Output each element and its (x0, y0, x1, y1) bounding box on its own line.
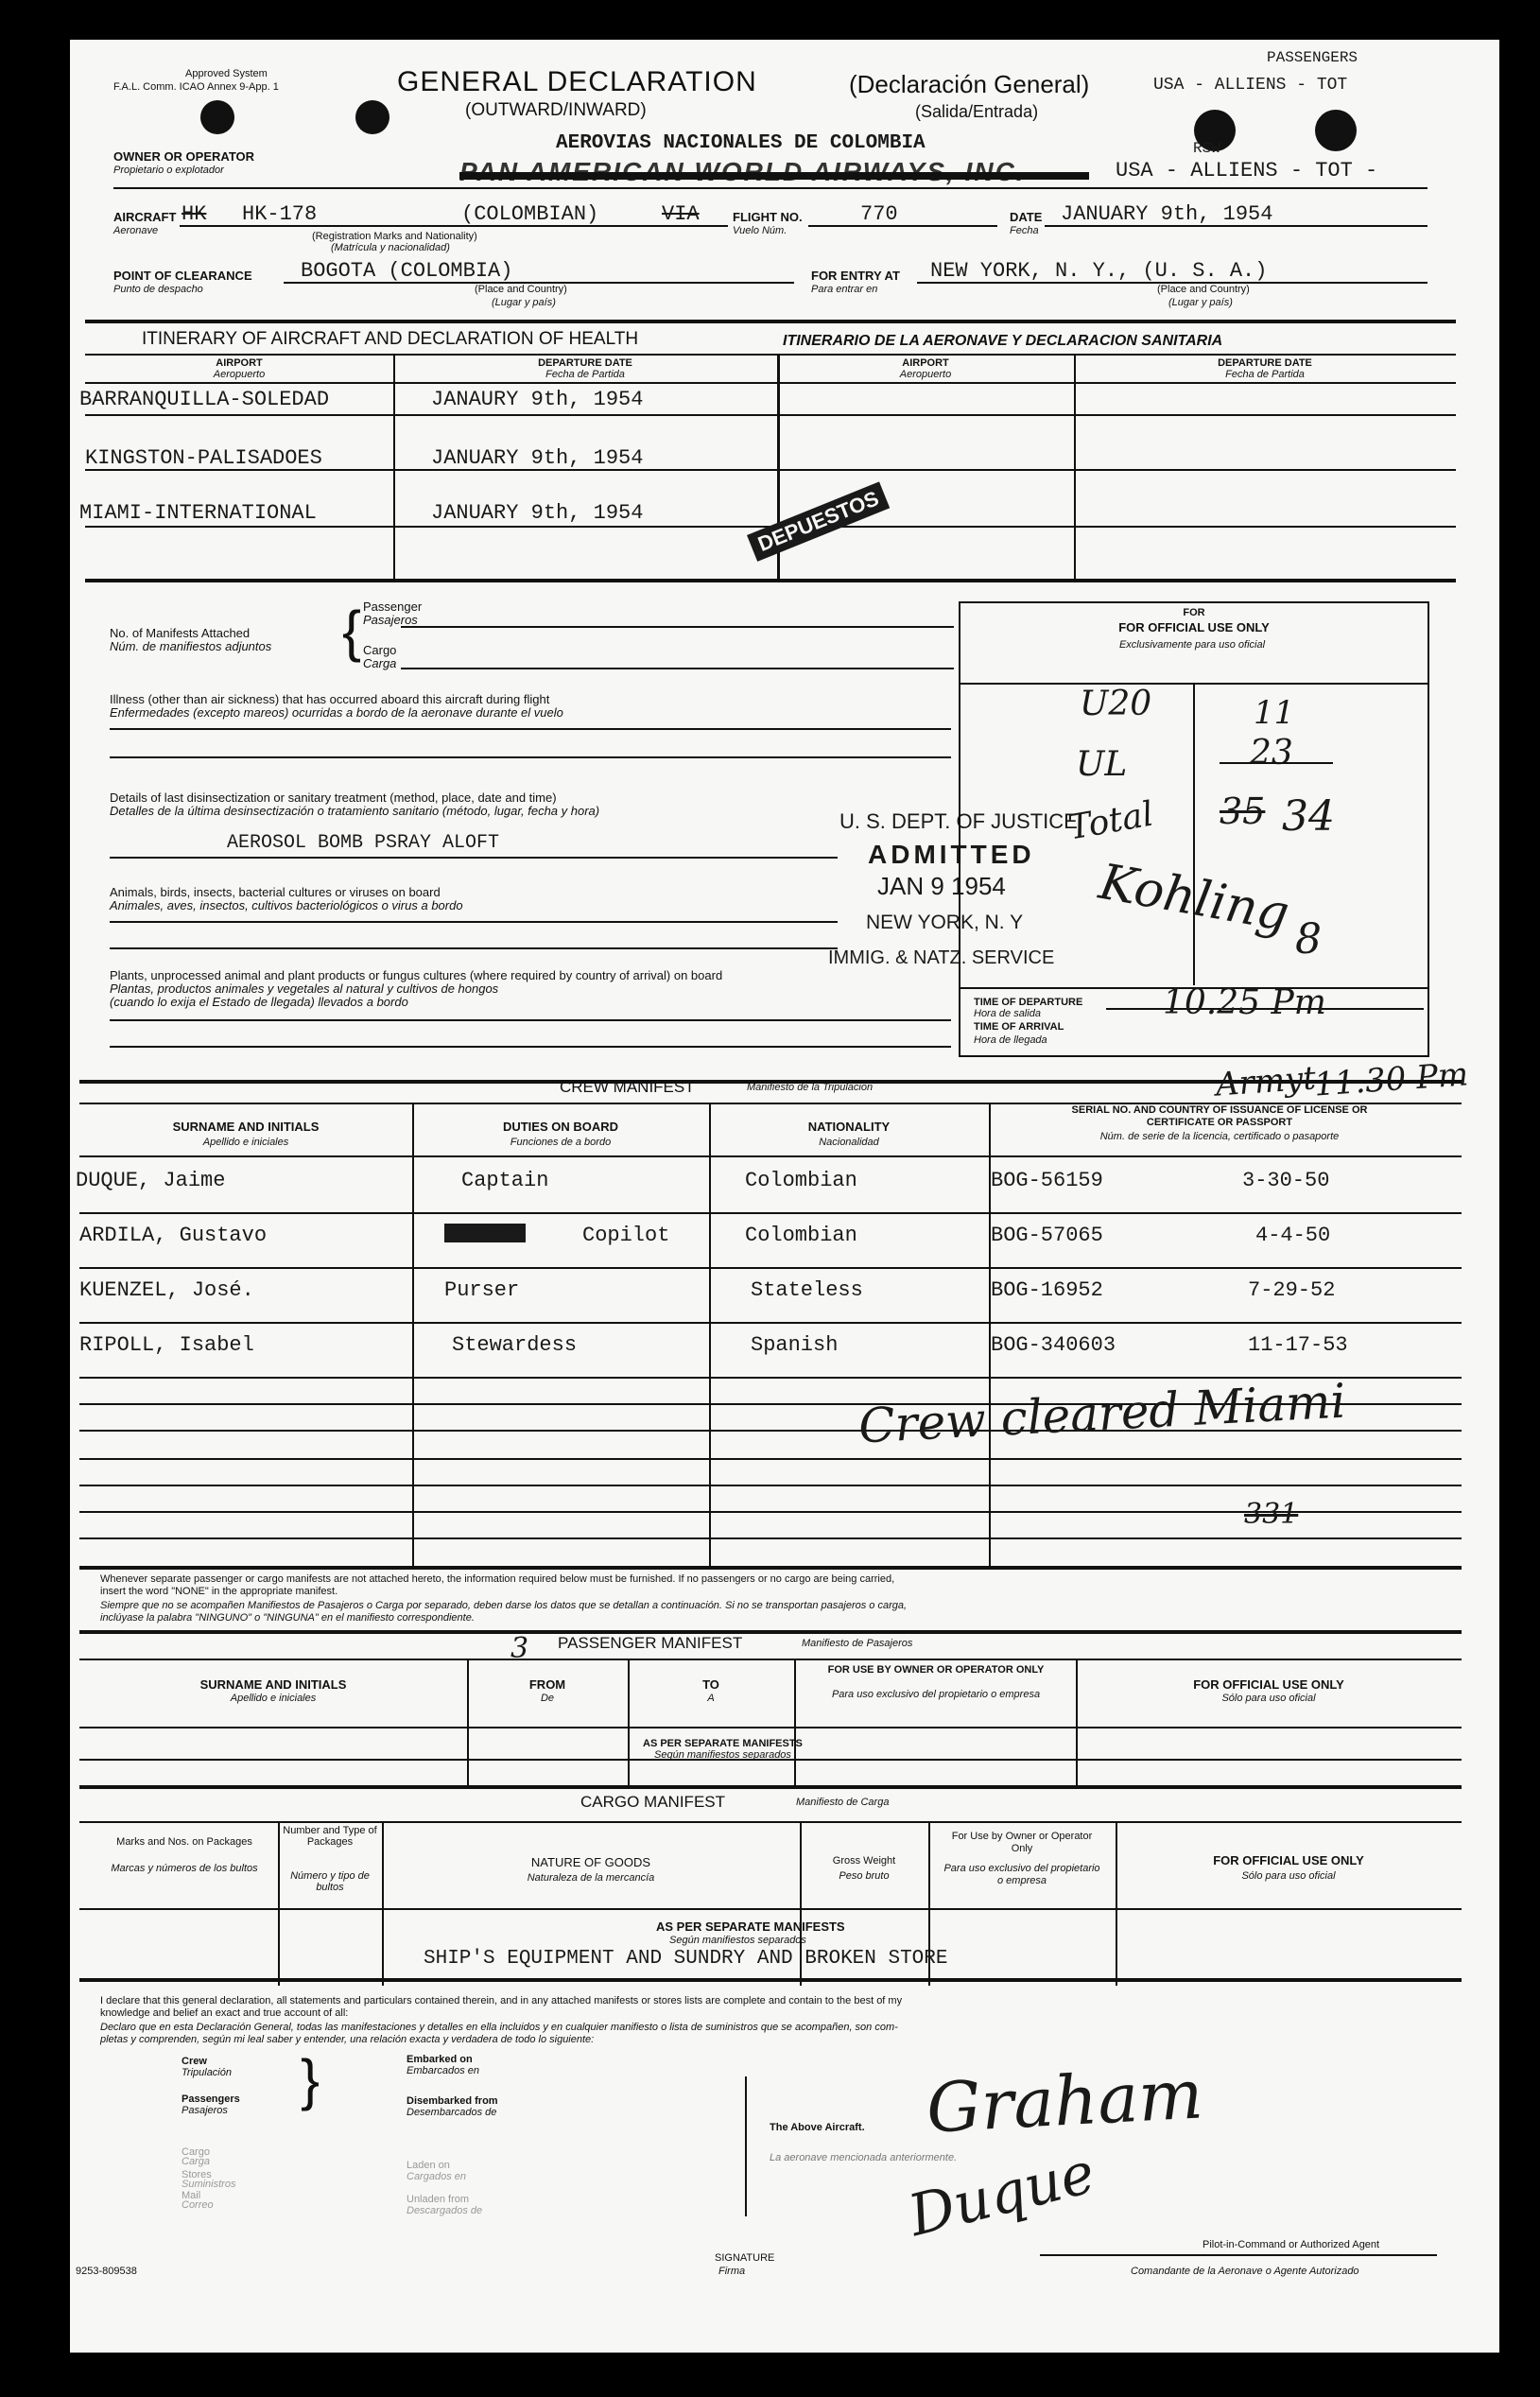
entry-caption: (Place and Country) (1157, 284, 1250, 295)
cargo-col-number-es: Número y tipo de bultos (290, 1870, 370, 1893)
aircraft-registration: HK-178 (242, 202, 318, 226)
hw-u20: U20 (1080, 685, 1152, 723)
itinerary-airport: KINGSTON-PALISADOES (85, 446, 322, 470)
flight-date: JANUARY 9th, 1954 (1061, 202, 1273, 226)
crew-nationality: Colombian (745, 1169, 857, 1192)
cargo-separate: AS PER SEPARATE MANIFESTS (656, 1919, 845, 1934)
cargo-title-es: Manifiesto de Carga (796, 1797, 890, 1808)
clearance-value: BOGOTA (COLOMBIA) (301, 259, 513, 283)
fal-reference: F.A.L. Comm. ICAO Annex 9-App. 1 (113, 81, 279, 93)
crew-serial: BOG-16952 (991, 1278, 1103, 1302)
cargo-col-owner: For Use by Owner or Operator Only (951, 1831, 1093, 1854)
topright-tag: PASSENGERS (1267, 49, 1358, 66)
pax-separate-es: Según manifiestos separados (654, 1749, 791, 1761)
decl-passengers-es: Pasajeros (182, 2105, 228, 2116)
pax-col-to-es: A (707, 1693, 715, 1704)
cargo-col-number: Number and Type of Packages (283, 1825, 377, 1848)
hw-ul: UL (1076, 745, 1128, 784)
struck-duty: XXXXXXXX (444, 1224, 527, 1242)
crew-title-es: Manifiesto de la Tripulacion (747, 1082, 874, 1093)
disinsect-value: AEROSOL BOMB PSRAY ALOFT (227, 832, 500, 854)
cargo-col-weight: Gross Weight (832, 1855, 896, 1867)
flight-label-es: Vuelo Núm. (733, 225, 787, 236)
decl-embarked: Embarked on (407, 2054, 473, 2065)
animals-label-es: Animales, aves, insectos, cultivos bacteriológicos o virus a bordo (110, 898, 463, 912)
official-label: FOR OFFICIAL USE ONLY (1118, 620, 1270, 634)
cargo-col-nature-es: Naturaleza de la mercancía (527, 1872, 655, 1884)
date-label-es: Fecha (1010, 225, 1039, 236)
col-airport: AIRPORT (216, 357, 263, 369)
crew-nationality: Stateless (751, 1278, 863, 1302)
owner-label-es: Propietario o explotador (113, 165, 224, 176)
flight-label: FLIGHT NO. (733, 210, 803, 224)
copilot-signature: Duque (902, 2139, 1101, 2250)
crew-nationality: Colombian (745, 1224, 857, 1247)
decl-disembarked-es: Desembarcados de (407, 2107, 497, 2118)
entry-label: FOR ENTRY AT (811, 269, 900, 283)
pax-col-official: FOR OFFICIAL USE ONLY (1193, 1677, 1344, 1692)
form-number: 9253-809538 (76, 2266, 137, 2277)
stamp-admitted: ADMITTED (868, 840, 1035, 869)
cargo-title: CARGO MANIFEST (580, 1793, 726, 1811)
clearance-label: POINT OF CLEARANCE (113, 269, 252, 283)
pax-col-owner: FOR USE BY OWNER OR OPERATOR ONLY (827, 1664, 1045, 1676)
hw-34: 34 (1282, 792, 1335, 841)
crew-col-serial: SERIAL NO. AND COUNTRY OF ISSUANCE OF LICENSE OR CERTIFICATE OR PASSPORT (1071, 1104, 1368, 1128)
pax-col-from: FROM (528, 1677, 566, 1692)
notice-es: Siempre que no se acompañen Manifiestos de Pasajeros o Carga por separado, deben darse los datos que se detallan a continuación. Si no se transportan pasajeros o carga, (100, 1600, 908, 1611)
col-departure-es: Fecha de Partida (545, 369, 625, 380)
itinerary-title: ITINERARY OF AIRCRAFT AND DECLARATION OF HEALTH (142, 329, 639, 349)
captain-signature: Graham (925, 2054, 1205, 2148)
crew-serial: BOG-56159 (991, 1169, 1103, 1192)
entry-caption-es: (Lugar y país) (1168, 297, 1233, 308)
clearance-caption-es: (Lugar y país) (492, 297, 556, 308)
clearance-label-es: Punto de despacho (113, 284, 203, 295)
plants-label: Plants, unprocessed animal and plant products or fungus cultures (where required by country of arrival) on board (110, 968, 723, 982)
aircraft-prefix: HK (182, 202, 207, 226)
crew-col-nationality: NATIONALITY (807, 1120, 891, 1134)
crew-nationality: Spanish (751, 1333, 839, 1357)
stamp-dept: U. S. DEPT. OF JUSTICE (839, 809, 1078, 833)
punch-hole (355, 100, 389, 134)
col-airport-2-es: Aeropuerto (899, 369, 952, 380)
struck-airline: PAN AMERICAN WORLD AIRWAYS, INC. (459, 157, 1026, 186)
topright-rsw: RSW (1193, 140, 1220, 157)
crew-date: 3-30-50 (1242, 1169, 1330, 1192)
decl-crew-es: Tripulación (182, 2067, 232, 2078)
pilot-label: Pilot-in-Command or Authorized Agent (1203, 2239, 1380, 2250)
disinsect-label-es: Detalles de la última desinsectización o tratamiento sanitario (método, lugar, fecha y hora) (110, 804, 600, 818)
crew-col-duties-es: Funciones de a bordo (510, 1137, 612, 1148)
owner-label: OWNER OR OPERATOR (113, 149, 255, 164)
reg-caption-es: (Matrícula y nacionalidad) (331, 242, 450, 253)
crew-name: ARDILA, Gustavo (79, 1224, 268, 1247)
signature-label-es: Firma (718, 2266, 746, 2277)
arrival-time-note: Armyt (1214, 1059, 1318, 1104)
pax-col-owner-es: Para uso exclusivo del propietario o empresa (831, 1689, 1041, 1700)
decl-above-es: La aeronave mencionada anteriormente. (770, 2152, 958, 2163)
decl-embarked-es: Embarcados en (407, 2065, 480, 2076)
manifests-label-es: Núm. de manifiestos adjuntos (110, 639, 272, 653)
punch-hole (1315, 110, 1357, 151)
crew-date: 4-4-50 (1255, 1224, 1331, 1247)
aircraft-label: AIRCRAFT (113, 210, 177, 224)
flight-number: 770 (860, 202, 898, 226)
hw-11: 11 (1254, 694, 1295, 732)
crew-date: 7-29-52 (1248, 1278, 1336, 1302)
col-airport-es: Aeropuerto (213, 369, 266, 380)
crew-col-serial-es: Núm. de serie de la licencia, certificado o pasaporte (1099, 1131, 1340, 1142)
itinerary-airport: BARRANQUILLA-SOLEDAD (79, 388, 330, 411)
crew-duty: Copilot (582, 1224, 670, 1247)
crew-col-nationality-es: Nacionalidad (819, 1137, 879, 1148)
aircraft-nationality: (COLOMBIAN) (461, 202, 599, 226)
crew-name: RIPOLL, Isabel (79, 1333, 254, 1357)
struck-text: VIA (662, 202, 700, 226)
official-label-es: Exclusivamente para uso oficial (1118, 639, 1266, 651)
pax-col-from-es: De (540, 1693, 555, 1704)
aircraft-label-es: Aeronave (113, 225, 159, 236)
arrival-time: 11.30 Pm (1312, 1055, 1470, 1104)
passenger-title-es: Manifiesto de Pasajeros (802, 1638, 913, 1649)
illness-label: Illness (other than air sickness) that has occurred aboard this aircraft during flight (110, 692, 550, 706)
hw-35: 35 (1220, 790, 1266, 832)
pax-col-name-es: Apellido e iniciales (230, 1693, 317, 1704)
crew-duty: Stewardess (452, 1333, 578, 1357)
form-title: GENERAL DECLARATION (397, 66, 757, 97)
decl-en: I declare that this general declaration, all statements and particulars contained therein, and in any attached manifests or stores lists are complete and contain to the best of my (100, 1995, 903, 2006)
itinerary-title-es: ITINERARIO DE LA AERONAVE Y DECLARACION SANITARIA (783, 333, 1223, 349)
notice-en2: insert the word "NONE" in the appropriate manifest. (100, 1586, 338, 1597)
animals-label: Animals, birds, insects, bacterial cultures or viruses on board (110, 885, 441, 899)
date-label: DATE (1010, 210, 1043, 224)
crew-serial: BOG-340603 (991, 1333, 1116, 1357)
cargo-col-official: FOR OFFICIAL USE ONLY (1213, 1853, 1364, 1867)
plants-label-es: Plantas, productos animales y vegetales al natural y cultivos de hongos (110, 981, 499, 996)
decl-es2: pletas y comprenden, según mi leal saber y entender, una relación exacta y verdadera de todo lo siguiente: (100, 2034, 595, 2045)
hw-total: Total (1065, 794, 1157, 848)
cargo-col-marks-es: Marcas y números de los bultos (111, 1863, 258, 1874)
form-subtitle-es: (Salida/Entrada) (915, 102, 1039, 121)
arrival-label: TIME OF ARRIVAL (974, 1021, 1064, 1033)
departure-label-es: Hora de salida (974, 1008, 1041, 1019)
col-departure-2-es: Fecha de Partida (1225, 369, 1305, 380)
passenger-handnum: 3 (510, 1632, 529, 1665)
decl-above: The Above Aircraft. (770, 2122, 865, 2133)
stamp-city: NEW YORK, N. Y (866, 912, 1024, 933)
itinerary-date: JANUARY 9th, 1954 (431, 501, 644, 525)
cargo-col-weight-es: Peso bruto (839, 1870, 890, 1882)
topright-class: USA - ALLIENS - TOT (1153, 76, 1348, 95)
cargo-label: Cargo (363, 643, 397, 657)
inspector-signature: Kohling (1095, 853, 1293, 944)
entry-label-es: Para entrar en (811, 284, 878, 295)
form-title-es: (Declaración General) (849, 70, 1090, 98)
decl-crew: Crew (182, 2056, 207, 2067)
operator-name: AEROVIAS NACIONALES DE COLOMBIA (556, 132, 926, 154)
cargo-label-es: Carga (363, 656, 397, 670)
crew-duty: Purser (444, 1278, 520, 1302)
itinerary-date: JANUARY 9th, 1954 (431, 446, 644, 470)
cargo-separate-es: Según manifiestos separados (669, 1935, 806, 1946)
decl-disembarked: Disembarked from (407, 2095, 498, 2107)
stamp-date: JAN 9 1954 (877, 872, 1006, 900)
clearance-caption: (Place and Country) (475, 284, 567, 295)
passenger-label: Passenger (363, 599, 423, 614)
notice-en: Whenever separate passenger or cargo manifests are not attached hereto, the information required below must be furnished. If no passengers or no cargo are being carried, (100, 1573, 895, 1585)
passenger-title: PASSENGER MANIFEST (558, 1634, 743, 1652)
crew-serial: BOG-57065 (991, 1224, 1103, 1247)
pax-col-name: SURNAME AND INITIALS (199, 1677, 347, 1692)
hw-23: 23 (1250, 734, 1293, 773)
class-line: USA - ALLIENS - TOT - (1116, 159, 1378, 182)
crew-number: 331 (1244, 1498, 1299, 1531)
form-subtitle: (OUTWARD/INWARD) (465, 100, 647, 120)
decl-es: Declaro que en esta Declaración General, todas las manifestaciones y detalles en ella incluidos y en cualquier manifiesto o lista de suministros que se acompañen, son com- (100, 2022, 898, 2033)
col-airport-2: AIRPORT (902, 357, 949, 369)
itinerary-airport: MIAMI-INTERNATIONAL (79, 501, 317, 525)
col-departure: DEPARTURE DATE (538, 357, 632, 369)
punch-hole (200, 100, 234, 134)
cargo-col-owner-es: Para uso exclusivo del propietario o empresa (943, 1863, 1100, 1886)
cargo-col-official-es: Sólo para uso oficial (1241, 1870, 1336, 1882)
crew-handwriting: Crew cleared Miami (857, 1373, 1347, 1454)
notice-es2: inclúyase la palabra "NINGUNO" o "NINGUNA" en el manifiesto correspondiente. (100, 1612, 475, 1624)
cargo-col-marks: Marks and Nos. on Packages (116, 1836, 252, 1848)
cargo-value: SHIP'S EQUIPMENT AND SUNDRY AND BROKEN STORE (424, 1948, 948, 1970)
pax-col-to: TO (702, 1677, 719, 1692)
itinerary-date: JANAURY 9th, 1954 (431, 388, 644, 411)
col-departure-2: DEPARTURE DATE (1218, 357, 1312, 369)
stamp-service: IMMIG. & NATZ. SERVICE (828, 947, 1055, 968)
departure-time: 10.25 Pm (1163, 983, 1326, 1022)
plants-label-es2: (cuando lo exija el Estado de llegada) llevados a bordo (110, 995, 408, 1009)
departure-label: TIME OF DEPARTURE (974, 997, 1083, 1008)
passenger-label-es: Pasajeros (363, 613, 418, 627)
crew-date: 11-17-53 (1248, 1333, 1348, 1357)
reg-caption: (Registration Marks and Nationality) (312, 231, 477, 242)
pilot-label-es: Comandante de la Aeronave o Agente Autorizado (1131, 2266, 1359, 2277)
pax-col-official-es: Sólo para uso oficial (1221, 1693, 1316, 1704)
manifests-label: No. of Manifests Attached (110, 626, 251, 640)
depuestos-stamp: DEPUESTOS (747, 481, 891, 561)
cargo-col-nature: NATURE OF GOODS (530, 1855, 651, 1869)
crew-duty: Captain (461, 1169, 549, 1192)
illness-label-es: Enfermedades (excepto mareos) ocurridas a bordo de la aeronave durante el vuelo (110, 705, 563, 720)
disinsect-label: Details of last disinsectization or sanitary treatment (method, place, date and time) (110, 790, 557, 805)
approved-system: Approved System (185, 68, 268, 79)
crew-title: CREW MANIFEST (560, 1078, 695, 1096)
crew-col-duties: DUTIES ON BOARD (502, 1120, 619, 1134)
arrival-label-es: Hora de llegada (974, 1034, 1047, 1046)
decl-passengers: Passengers (182, 2093, 240, 2105)
crew-col-name: SURNAME AND INITIALS (172, 1120, 320, 1134)
crew-name: DUQUE, Jaime (76, 1169, 226, 1192)
signature-label: SIGNATURE (715, 2252, 775, 2264)
entry-value: NEW YORK, N. Y., (U. S. A.) (930, 259, 1268, 283)
crew-col-name-es: Apellido e iniciales (202, 1137, 289, 1148)
crew-name: KUENZEL, José. (79, 1278, 254, 1302)
pax-separate: AS PER SEPARATE MANIFESTS (643, 1738, 803, 1749)
decl-en2: knowledge and belief an exact and true account of all: (100, 2007, 349, 2019)
